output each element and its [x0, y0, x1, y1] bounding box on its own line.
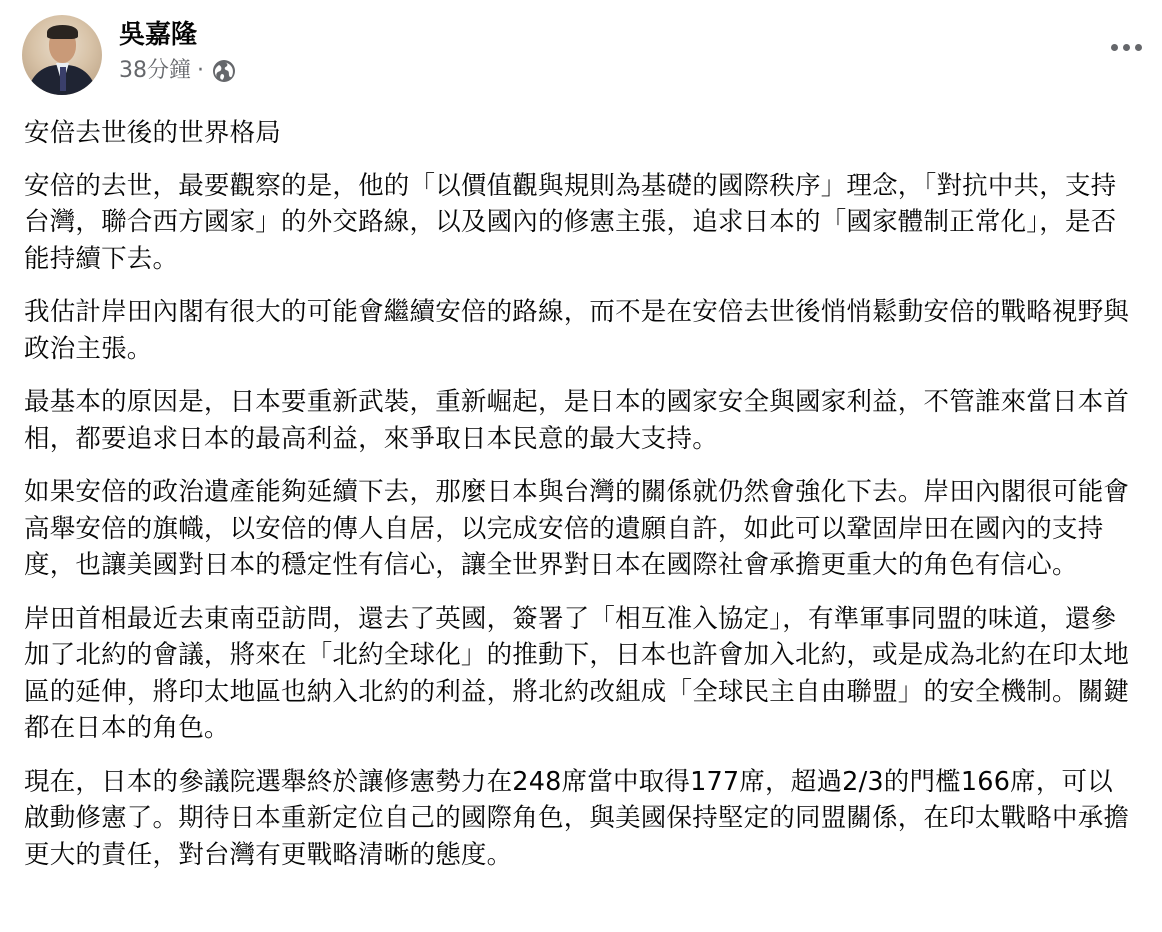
- author-name[interactable]: 吳嘉隆: [119, 20, 198, 50]
- post-paragraph-4: 如果安倍的政治遺產能夠延續下去，那麼日本與台灣的關係就仍然會強化下去。岸田內閣很可能會高舉安倍的旗幟，以安倍的傳人自居，以完成安倍的遺願自許，如此可以鞏固岸田在國內的支持度，也讓美國對日本的穩定性有信心，讓全世界對日本在國際社會承擔更重大的角色有信心。: [24, 477, 1130, 580]
- post-title: 安倍去世後的世界格局: [24, 118, 282, 148]
- post-paragraph-6: 現在，日本的參議院選舉終於讓修憲勢力在248席當中取得177席，超過2/3的門檻166席，可以啟動修憲了。期待日本重新定位自己的國際角色，與美國保持堅定的同盟關係，在印太戰略中承擔更大的責任，對台灣有更戰略清晰的態度。: [24, 766, 1130, 870]
- post-paragraph-5: 岸田首相最近去東南亞訪問，還去了英國，簽署了「相互准入協定」，有準軍事同盟的味道，還參加了北約的會議，將來在「北約全球化」的推動下，日本也許會加入北約，或是成為北約在印太地區的延伸，將印太地區也納入北約的利益，將北約改組成「全球民主自由聯盟」的安全機制。關鍵都在日本的角色。: [24, 603, 1130, 743]
- post-subline: [119, 57, 236, 85]
- post-content: [24, 115, 1134, 890]
- post-timestamp[interactable]: 38分鐘: [119, 58, 191, 83]
- more-options-icon[interactable]: [1111, 44, 1142, 51]
- post-paragraph-2: 我估計岸田內閣有很大的可能會繼續安倍的路線，而不是在安倍去世後悄悄鬆動安倍的戰略視野與政治主張。: [24, 297, 1130, 364]
- post-meta: [119, 15, 236, 85]
- post-paragraph-3: 最基本的原因是，日本要重新武裝，重新崛起，是日本的國家安全與國家利益，不管誰來當日本首相，都要追求日本的最高利益，來爭取日本民意的最大支持。: [24, 387, 1130, 454]
- author-avatar[interactable]: [22, 15, 102, 95]
- separator-dot: ·: [197, 58, 204, 83]
- post-paragraph-1: 安倍的去世，最要觀察的是，他的「以價值觀與規則為基礎的國際秩序」理念，「對抗中共，支持台灣，聯合西方國家」的外交路線，以及國內的修憲主張，追求日本的「國家體制正常化」，是否能持續下去。: [24, 170, 1117, 274]
- globe-icon[interactable]: [212, 59, 236, 83]
- post-header: [22, 15, 236, 95]
